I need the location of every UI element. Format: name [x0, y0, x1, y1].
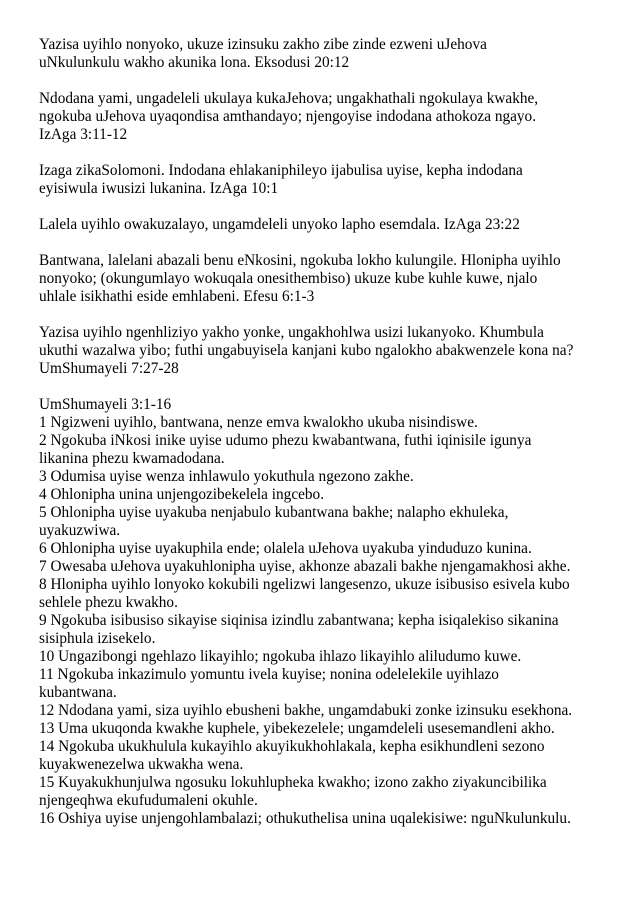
- verse-line: 8 Hlonipha uyihlo lonyoko kokubili ngelizwi langesenzo, ukuze isibusiso esivela kubo: [39, 576, 570, 593]
- verse-line: kuyakwenezelwa ukwakha wena.: [39, 756, 244, 773]
- verse-line: 3 Odumisa uyise wenza inhlawulo yokuthula ngezono zakhe.: [39, 468, 414, 485]
- text-line: Lalela uyihlo owakuzalayo, ungamdeleli unyoko lapho esemdala. IzAga 23:22: [39, 216, 520, 233]
- verses-heading: UmShumayeli 3:1-16: [39, 396, 172, 413]
- verse-line: likanina phezu kwamadodana.: [39, 450, 225, 467]
- verse-line: 9 Ngokuba isibusiso sikayise siqinisa izindlu zabantwana; kepha isiqalekiso sikanina: [39, 612, 559, 629]
- text-line: ngokuba uJehova uyaqondisa amthandayo; njengoyise indodana athokoza ngayo.: [39, 108, 537, 125]
- scripture-paragraph: [39, 162, 629, 198]
- verse-line: sisiphula izisekelo.: [39, 630, 156, 647]
- text-line: Ndodana yami, ungadeleli ukulaya kukaJehova; ungakhathali ngokulaya kwakhe,: [39, 90, 539, 107]
- verse-line: 16 Oshiya uyise unjengohlambalazi; othukuthelisa unina uqalekisiwe: nguNkulunkulu.: [39, 810, 571, 827]
- text-line: Izaga zikaSolomoni. Indodana ehlakaniphileyo ijabulisa uyise, kepha indodana: [39, 162, 523, 179]
- verse-line: 13 Uma ukuqonda kwakhe kuphele, yibekezelele; ungamdeleli usesemandleni akho.: [39, 720, 555, 737]
- text-line: Yazisa uyihlo ngenhliziyo yakho yonke, ungakhohlwa usizi lukanyoko. Khumbula: [39, 324, 544, 341]
- verse-line: 1 Ngizweni uyihlo, bantwana, nenze emva kwalokho ukuba nisindiswe.: [39, 414, 478, 431]
- verse-line: 6 Ohlonipha uyise uyakuphila ende; olalela uJehova uyakuba yinduduzo kunina.: [39, 540, 532, 557]
- text-line: nonyoko; (okungumlayo wokuqala onesithembiso) ukuze kube kuhle kuwe, njalo: [39, 270, 538, 287]
- text-line: IzAga 3:11-12: [39, 126, 128, 143]
- text-line: Yazisa uyihlo nonyoko, ukuze izinsuku zakho zibe zinde ezweni uJehova: [39, 36, 487, 53]
- verse-line: 12 Ndodana yami, siza uyihlo ebusheni bakhe, ungamdabuki zonke izinsuku esekhona.: [39, 702, 573, 719]
- scripture-paragraph: [39, 36, 629, 72]
- document-page: [39, 36, 629, 828]
- verse-line: 4 Ohlonipha unina unjengozibekelela ingcebo.: [39, 486, 325, 503]
- verse-line: uyakuzwiwa.: [39, 522, 121, 539]
- verse-line: 14 Ngokuba ukukhulula kukayihlo akuyikukhohlakala, kepha esikhundleni sezono: [39, 738, 545, 755]
- verse-line: njengeqhwa ekufudumaleni okuhle.: [39, 792, 258, 809]
- scripture-paragraph: [39, 216, 629, 234]
- verse-line: sehlele phezu kwakho.: [39, 594, 178, 611]
- verse-line: kubantwana.: [39, 684, 117, 701]
- scripture-paragraph: [39, 90, 629, 144]
- text-line: ukuthi wazalwa yibo; futhi ungabuyisela kanjani kubo ngalokho abakwenzele kona na?: [39, 342, 574, 359]
- verse-line: 11 Ngokuba inkazimulo yomuntu ivela kuyise; nonina odelelekile uyihlazo: [39, 666, 499, 683]
- text-line: eyisiwula iwusizi lukanina. IzAga 10:1: [39, 180, 279, 197]
- verse-line: 7 Owesaba uJehova uyakuhlonipha uyise, akhonze abazali bakhe njengamakhosi akhe.: [39, 558, 571, 575]
- text-line: uhlale isikhathi eside emhlabeni. Efesu 6:1-3: [39, 288, 315, 305]
- scripture-paragraph: [39, 324, 629, 378]
- verse-line: 10 Ungazibongi ngehlazo likayihlo; ngokuba ihlazo likayihlo aliludumo kuwe.: [39, 648, 522, 665]
- verse-line: 5 Ohlonipha uyise uyakuba nenjabulo kubantwana bakhe; nalapho ekhuleka,: [39, 504, 509, 521]
- scripture-paragraph: [39, 252, 629, 306]
- scripture-paragraphs: [39, 36, 629, 378]
- verse-line: 2 Ngokuba iNkosi inike uyise udumo phezu kwabantwana, futhi iqinisile igunya: [39, 432, 532, 449]
- verses-block: [39, 396, 629, 828]
- text-line: Bantwana, lalelani abazali benu eNkosini, ngokuba lokho kulungile. Hlonipha uyihlo: [39, 252, 561, 269]
- text-line: uNkulunkulu wakho akunika lona. Eksodusi 20:12: [39, 54, 350, 71]
- verse-line: 15 Kuyakukhunjulwa ngosuku lokuhlupheka kwakho; izono zakho ziyakuncibilika: [39, 774, 547, 791]
- text-line: UmShumayeli 7:27-28: [39, 360, 179, 377]
